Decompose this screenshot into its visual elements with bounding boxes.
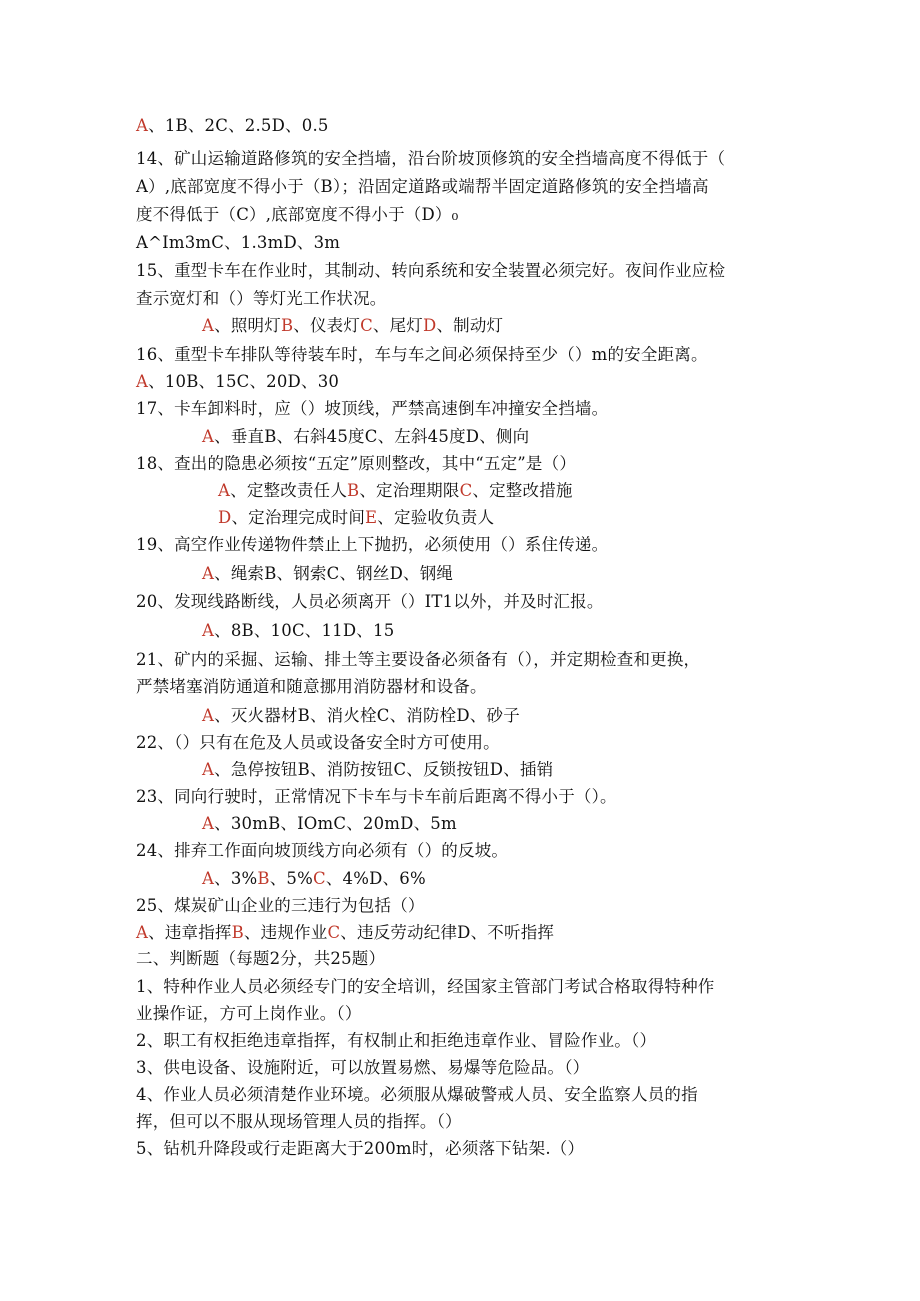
question-21-line2: 严禁堵塞消防通道和随意挪用消防器材和设备。 bbox=[136, 677, 487, 696]
option-text: 、4%D、6% bbox=[325, 869, 426, 888]
question-15-line1: 15、重型卡车在作业时，其制动、转向系统和安全装置必须完好。夜间作业应检 bbox=[136, 261, 726, 280]
options-q17 bbox=[202, 424, 529, 450]
options-q18-row2 bbox=[218, 505, 494, 531]
option-letter: C bbox=[313, 869, 326, 888]
option-text: 、8B、10C、11D、15 bbox=[214, 621, 395, 640]
option-text: 、绳索B、钢索C、钢丝D、钢绳 bbox=[214, 564, 454, 583]
question-14-line1: 14、矿山运输道路修筑的安全挡墙，沿台阶坡顶修筑的安全挡墙高度不得低于（ bbox=[136, 149, 726, 168]
question-20: 20、发现线路断线，人员必须离开（）IT1以外，并及时汇报。 bbox=[136, 592, 604, 611]
options-q19 bbox=[202, 561, 453, 587]
option-letter: A bbox=[218, 481, 231, 500]
judgment-4-line2: 挥，但可以不服从现场管理人员的指挥。（） bbox=[136, 1112, 462, 1131]
option-text: 、定整改责任人 bbox=[230, 481, 348, 500]
option-text: 、违反劳动纪律D、不听指挥 bbox=[340, 923, 555, 942]
question-14-line2: A）,底部宽度不得小于（B）；沿固定道路或端帮半固定道路修筑的安全挡墙高 bbox=[136, 177, 709, 196]
options-q24 bbox=[202, 866, 426, 892]
options-q15 bbox=[202, 313, 503, 339]
option-letter: C bbox=[360, 316, 373, 335]
judgment-3: 3、供电设备、设施附近，可以放置易燃、易爆等危险品。（） bbox=[136, 1058, 590, 1077]
question-25: 25、煤炭矿山企业的三违行为包括（） bbox=[136, 896, 425, 915]
options-q16 bbox=[136, 369, 339, 395]
options-q13 bbox=[136, 113, 329, 139]
judgment-2: 2、职工有权拒绝违章指挥，有权制止和拒绝违章作业、冒险作业。（） bbox=[136, 1031, 657, 1050]
options-q25 bbox=[136, 920, 554, 946]
option-text: 、定治理期限 bbox=[359, 481, 460, 500]
question-16: 16、重型卡车排队等待装车时，车与车之间必须保持至少（）m的安全距离。 bbox=[136, 345, 708, 364]
judgment-1-line2: 业操作证，方可上岗作业。（） bbox=[136, 1004, 362, 1023]
option-letter: B bbox=[280, 316, 294, 335]
option-letter: A bbox=[202, 316, 215, 335]
option-text: 、违规作业 bbox=[243, 923, 328, 942]
options-q21 bbox=[202, 703, 520, 729]
option-letter: A bbox=[136, 923, 149, 942]
option-text: 、10B、15C、20D、30 bbox=[148, 372, 340, 391]
question-14-line3: 度不得低于（C）,底部宽度不得小于（D）₀ bbox=[136, 205, 459, 224]
option-text: 、尾灯 bbox=[372, 316, 424, 335]
option-text: 、仪表灯 bbox=[293, 316, 361, 335]
option-letter: E bbox=[365, 508, 378, 527]
option-text: 、5% bbox=[269, 869, 314, 888]
options-q18-row1 bbox=[218, 478, 573, 504]
question-23: 23、同向行驶时，正常情况下卡车与卡车前后距离不得小于（）。 bbox=[136, 787, 617, 806]
options-q22 bbox=[202, 757, 553, 783]
option-letter: A bbox=[202, 869, 215, 888]
option-letter: C bbox=[459, 481, 473, 500]
judgment-1-line1: 1、特种作业人员必须经专门的安全培训，经国家主管部门考试合格取得特种作 bbox=[136, 977, 715, 996]
option-text: 、照明灯 bbox=[214, 316, 281, 335]
option-letter: D bbox=[218, 508, 232, 527]
option-letter: B bbox=[231, 923, 244, 942]
option-text: 、制动灯 bbox=[436, 316, 504, 335]
option-letter: A bbox=[202, 760, 215, 779]
question-21-line1: 21、矿内的采掘、运输、排土等主要设备必须备有（），并定期检查和更换， bbox=[136, 650, 701, 669]
question-24: 24、排弃工作面向坡顶线方向必须有（）的反坡。 bbox=[136, 841, 509, 860]
option-text: 、垂直B、右斜45度C、左斜45度D、侧向 bbox=[214, 427, 530, 446]
option-letter: D bbox=[423, 316, 437, 335]
option-letter: C bbox=[327, 923, 341, 942]
option-text: 、定整改措施 bbox=[472, 481, 573, 500]
question-22: 22、（）只有在危及人员或设备安全时方可使用。 bbox=[136, 733, 500, 752]
options-q14: A^Im3mC、1.3mD、3m bbox=[136, 233, 341, 252]
question-17: 17、卡车卸料时，应（）坡顶线，严禁高速倒车冲撞安全挡墙。 bbox=[136, 399, 609, 418]
section-heading-judgment: 二、判断题（每题2分，共25题） bbox=[136, 949, 386, 968]
option-letter: A bbox=[202, 564, 215, 583]
option-letter: A bbox=[202, 706, 215, 725]
option-text: 、3% bbox=[214, 869, 258, 888]
option-text: 、违章指挥 bbox=[148, 923, 232, 942]
judgment-5: 5、钻机升降段或行走距离大于200m时，必须落下钻架.（） bbox=[136, 1139, 585, 1158]
option-text: 、急停按钮B、消防按钮C、反锁按钮D、插销 bbox=[214, 760, 554, 779]
options-q20 bbox=[202, 618, 394, 644]
option-text: 、30mB、IOmC、20mD、5m bbox=[214, 814, 457, 833]
question-15-line2: 查示宽灯和（）等灯光工作状况。 bbox=[136, 289, 387, 308]
option-letter: B bbox=[347, 481, 360, 500]
option-text: 、灭火器材B、消火栓C、消防栓D、砂子 bbox=[214, 706, 520, 725]
judgment-4-line1: 4、作业人员必须清楚作业环境。必须服从爆破警戒人员、安全监察人员的指 bbox=[136, 1085, 698, 1104]
option-letter: A bbox=[202, 427, 215, 446]
option-letter: A bbox=[136, 372, 149, 391]
option-letter: A bbox=[202, 814, 215, 833]
question-18: 18、查出的隐患必须按“五定”原则整改，其中“五定”是（） bbox=[136, 454, 577, 473]
option-letter: B bbox=[257, 869, 270, 888]
option-text: 、定治理完成时间 bbox=[231, 508, 366, 527]
option-text: 、1B、2C、2.5D、0.5 bbox=[148, 116, 329, 135]
question-19: 19、高空作业传递物件禁止上下抛扔，必须使用（）系住传递。 bbox=[136, 535, 609, 554]
option-letter: A bbox=[202, 621, 215, 640]
options-q23 bbox=[202, 811, 457, 837]
option-text: 、定验收负责人 bbox=[377, 508, 495, 527]
option-letter: A bbox=[136, 116, 149, 135]
